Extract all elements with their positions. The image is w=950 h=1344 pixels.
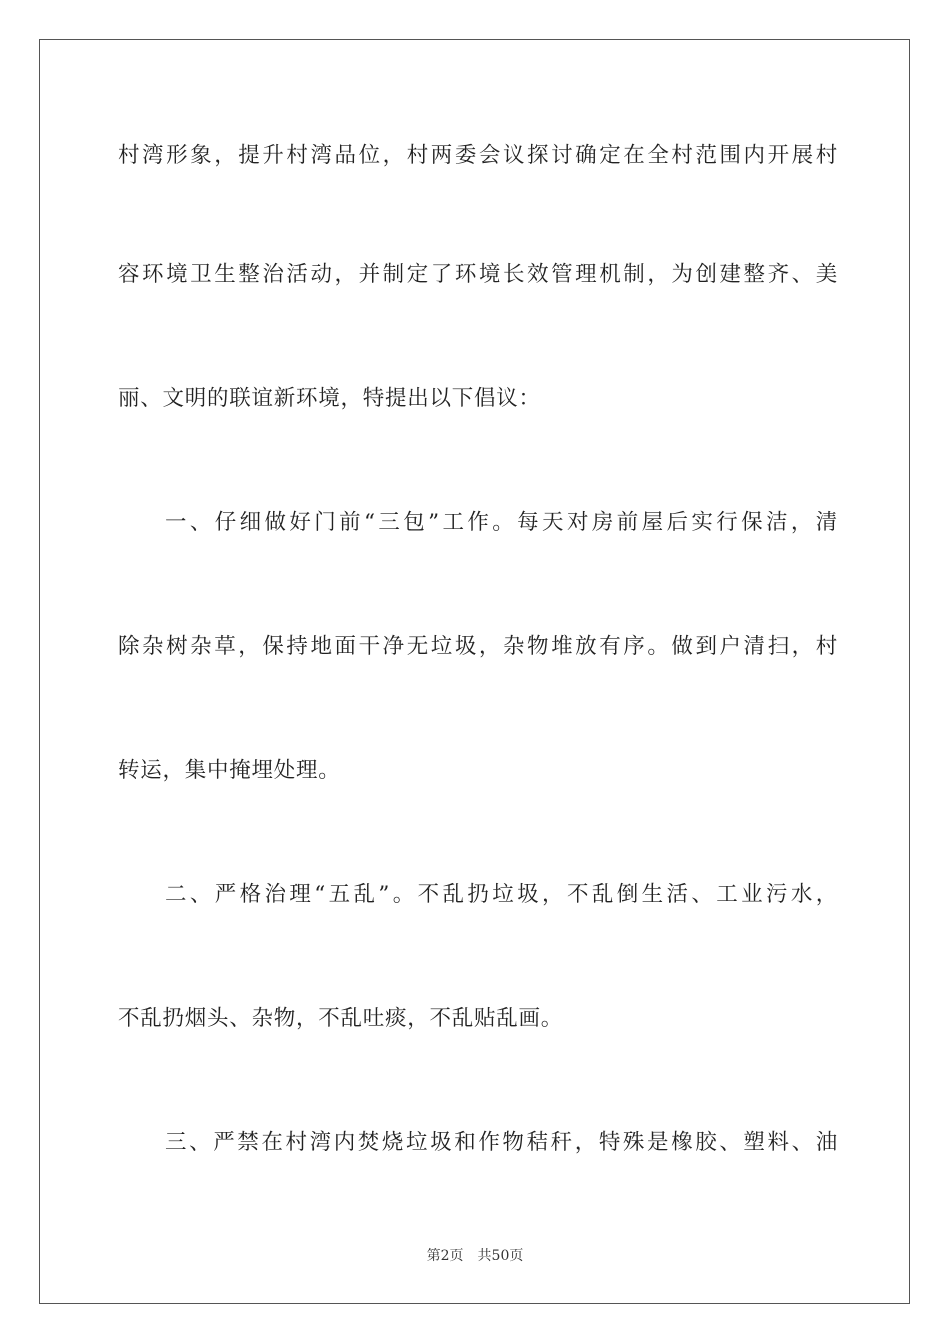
text-line-5: 除杂树杂草，保持地面干净无垃圾，杂物堆放有序。做到户清扫，村 xyxy=(118,634,838,659)
page-total: 共50页 xyxy=(477,1248,524,1264)
text-line-2: 容环境卫生整治活动，并制定了环境长效管理机制，为创建整齐、美 xyxy=(118,262,838,287)
text-line-8: 不乱扔烟头、杂物，不乱吐痰，不乱贴乱画。 xyxy=(118,1006,564,1031)
text-line-6: 转运，集中掩埋处理。 xyxy=(118,758,341,783)
text-line-7: 二、严格治理“五乱”。不乱扔垃圾，不乱倒生活、工业污水， xyxy=(165,882,838,907)
text-line-1: 村湾形象，提升村湾品位，村两委会议探讨确定在全村范围内开展村 xyxy=(118,143,838,168)
text-line-3: 丽、文明的联谊新环境，特提出以下倡议： xyxy=(118,386,541,411)
page-frame xyxy=(39,39,910,1304)
text-line-9: 三、严禁在村湾内焚烧垃圾和作物秸秆，特殊是橡胶、塑料、油 xyxy=(165,1130,838,1155)
page-footer xyxy=(0,1245,950,1265)
page-number: 第2页 xyxy=(426,1248,464,1264)
text-line-4: 一、仔细做好门前“三包”工作。每天对房前屋后实行保洁，清 xyxy=(165,510,838,535)
